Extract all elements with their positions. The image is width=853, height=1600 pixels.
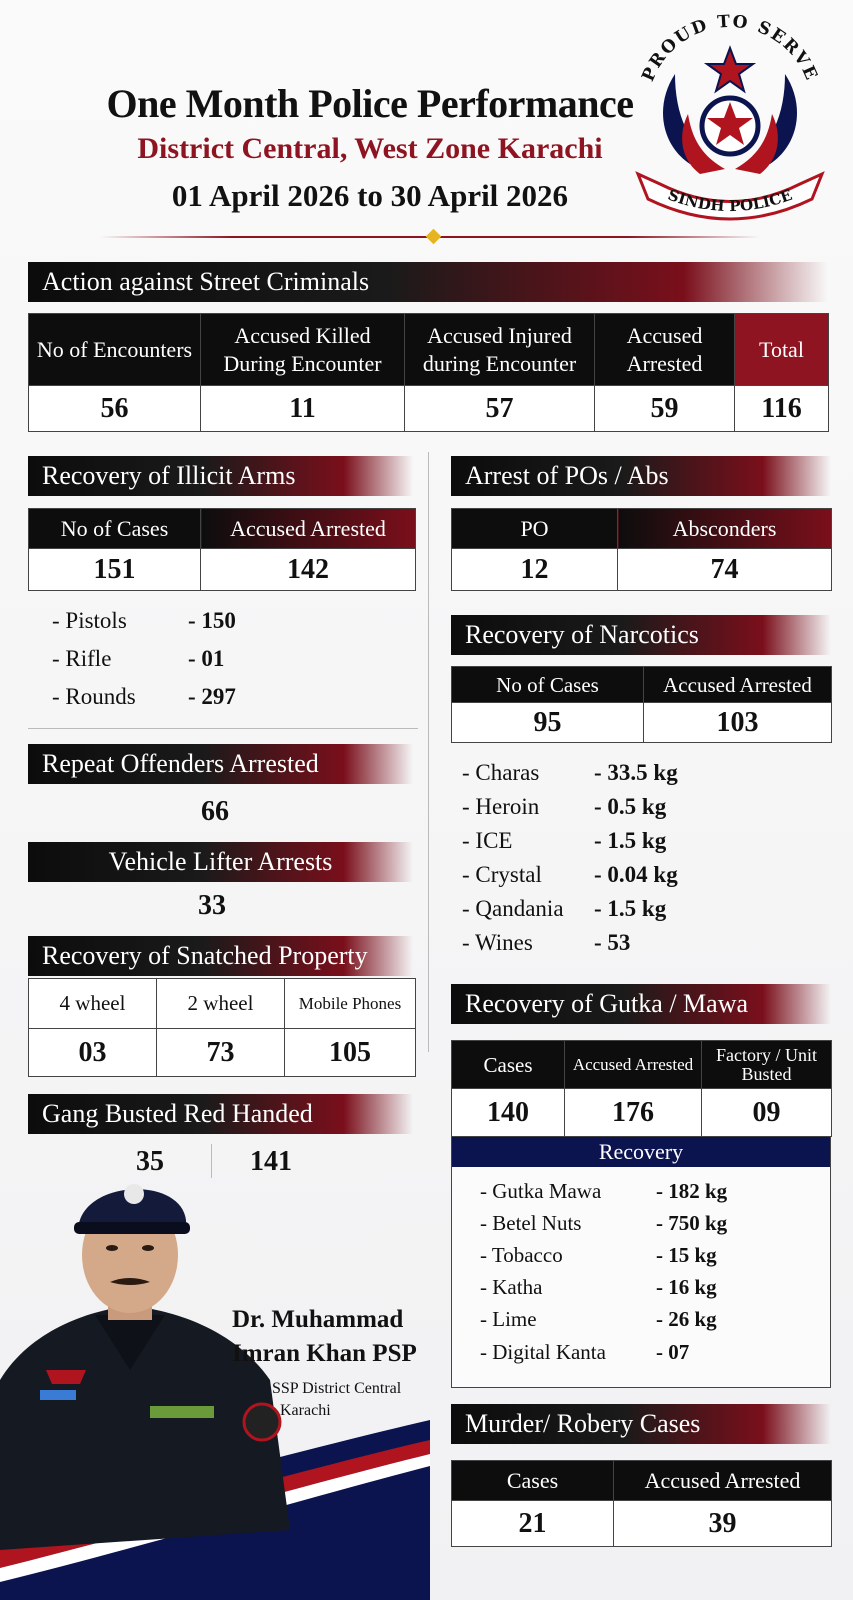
item-value: - 1.5 kg [594, 896, 667, 921]
pos-abs-table [451, 508, 832, 591]
snatched-property-table [28, 978, 416, 1077]
value-2-wheel: 73 [157, 1029, 285, 1077]
svg-text:PROUD TO SERVE: PROUD TO SERVE [638, 14, 822, 85]
header-accused-arrested: Accused Arrested [565, 1041, 702, 1089]
gang-busted-value-a: 35 [136, 1146, 164, 1177]
value-total: 116 [735, 386, 829, 432]
value-cases: 140 [452, 1089, 565, 1137]
narcotics-table [451, 666, 832, 743]
pos-abs-heading: Arrest of POs / Abs [451, 456, 831, 496]
header-injured: Accused Injured during Encounter [405, 314, 595, 386]
page-subtitle: District Central, West Zone Karachi [137, 132, 603, 165]
item-label: - ICE [462, 828, 513, 853]
header-absconders: Absconders [618, 509, 832, 549]
officer-designation-line1: SSP District Central [272, 1380, 402, 1397]
street-criminals-table [28, 313, 829, 432]
gutka-heading: Recovery of Gutka / Mawa [451, 984, 831, 1024]
item-label: - Rifle [52, 646, 112, 671]
header-accused-arrested: Accused Arrested [201, 509, 416, 549]
header-cases: Cases [452, 1041, 565, 1089]
item-label: - Pistols [52, 608, 127, 633]
item-label: - Tobacco [480, 1243, 563, 1267]
header-accused-arrested: Accused Arrested [644, 667, 832, 703]
value-factory-busted: 09 [702, 1089, 832, 1137]
value-cases: 95 [452, 703, 644, 743]
sindh-police-logo [630, 14, 830, 229]
column-divider [428, 452, 429, 1052]
page-title: One Month Police Performance [106, 81, 634, 126]
header-arrested: Accused Arrested [595, 314, 735, 386]
value-accused-arrested: 142 [201, 549, 416, 591]
recovery-label: Recovery [452, 1137, 830, 1167]
vehicle-lifter-heading: Vehicle Lifter Arrests [28, 842, 413, 882]
value-cases: 21 [452, 1501, 614, 1547]
item-label: - Heroin [462, 794, 540, 819]
header-cases: No of Cases [452, 667, 644, 703]
value-accused-arrested: 39 [614, 1501, 832, 1547]
date-range: 01 April 2026 to 30 April 2026 [171, 178, 569, 213]
gang-busted-value-b: 141 [250, 1146, 292, 1177]
item-label: - Crystal [462, 862, 542, 887]
value-cases: 151 [29, 549, 201, 591]
svg-text:SINDH POLICE: SINDH POLICE [665, 185, 795, 216]
item-value: - 1.5 kg [594, 828, 667, 853]
item-label: - Rounds [52, 684, 136, 709]
gang-busted-heading: Gang Busted Red Handed [28, 1094, 413, 1134]
header-killed: Accused Killed During Encounter [201, 314, 405, 386]
value-absconders: 74 [618, 549, 832, 591]
value-4-wheel: 03 [29, 1029, 157, 1077]
item-value: - 150 [188, 608, 236, 633]
murder-robbery-heading: Murder/ Robery Cases [451, 1404, 831, 1444]
item-label: - Wines [462, 930, 533, 955]
officer-designation-line2: Karachi [280, 1402, 331, 1419]
repeat-offenders-heading: Repeat Offenders Arrested [28, 744, 413, 784]
item-value: - 16 kg [656, 1275, 717, 1299]
item-label: - Digital Kanta [480, 1340, 606, 1364]
item-value: - 297 [188, 684, 236, 709]
value-arrested: 59 [595, 386, 735, 432]
snatched-property-heading: Recovery of Snatched Property [28, 936, 413, 976]
item-value: - 0.04 kg [594, 862, 678, 887]
value-encounters: 56 [29, 386, 201, 432]
value-accused-arrested: 176 [565, 1089, 702, 1137]
value-accused-arrested: 103 [644, 703, 832, 743]
gutka-recovery-panel [451, 1136, 831, 1388]
item-label: - Katha [480, 1275, 543, 1299]
value-mobile-phones: 105 [285, 1029, 416, 1077]
header-2-wheel: 2 wheel [157, 979, 285, 1029]
item-label: - Betel Nuts [480, 1211, 582, 1235]
item-value: - 07 [656, 1340, 690, 1364]
header-4-wheel: 4 wheel [29, 979, 157, 1029]
item-value: - 26 kg [656, 1307, 717, 1331]
illicit-arms-table [28, 508, 416, 591]
header-encounters: No of Encounters [29, 314, 201, 386]
item-value: - 33.5 kg [594, 760, 678, 785]
header-cases: No of Cases [29, 509, 201, 549]
narcotics-heading: Recovery of Narcotics [451, 615, 831, 655]
vehicle-lifter-value: 33 [198, 890, 226, 921]
header-mobile-phones: Mobile Phones [285, 979, 416, 1029]
item-label: - Qandania [462, 896, 564, 921]
section-divider [28, 728, 418, 729]
header-factory-busted: Factory / Unit Busted [702, 1041, 832, 1089]
illicit-arms-heading: Recovery of Illicit Arms [28, 456, 413, 496]
item-label: - Gutka Mawa [480, 1179, 602, 1203]
item-value: - 182 kg [656, 1179, 728, 1203]
value-po: 12 [452, 549, 618, 591]
header-po: PO [452, 509, 618, 549]
item-value: - 01 [188, 646, 225, 671]
header-accused-arrested: Accused Arrested [614, 1461, 832, 1501]
value-injured: 57 [405, 386, 595, 432]
gutka-table [451, 1040, 832, 1137]
murder-robbery-table [451, 1460, 832, 1547]
item-value: - 53 [594, 930, 631, 955]
item-value: - 15 kg [656, 1243, 717, 1267]
value-killed: 11 [201, 386, 405, 432]
street-criminals-heading: Action against Street Criminals [28, 262, 828, 302]
item-label: - Lime [480, 1307, 537, 1331]
item-value: - 750 kg [656, 1211, 728, 1235]
header-total: Total [735, 314, 829, 386]
item-label: - Charas [462, 760, 540, 785]
repeat-offenders-value: 66 [201, 796, 229, 827]
header-cases: Cases [452, 1461, 614, 1501]
officer-name-line1: Dr. Muhammad [232, 1306, 404, 1333]
officer-name-line2: Imran Khan PSP [232, 1340, 417, 1367]
item-value: - 0.5 kg [594, 794, 667, 819]
